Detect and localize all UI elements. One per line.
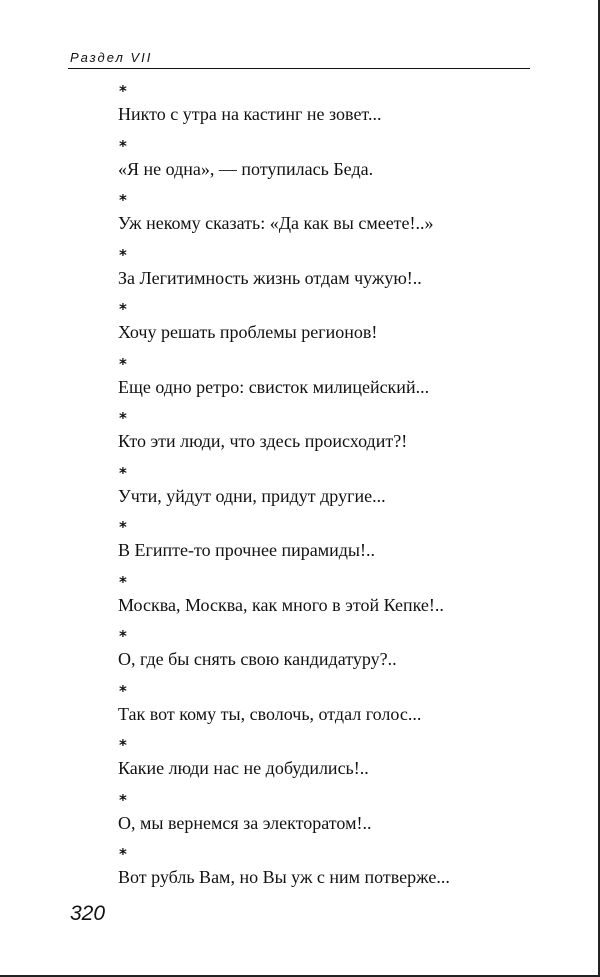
aphorism-text: Учти, уйдут одни, придут другие... (118, 485, 386, 506)
asterisk-separator: * (119, 245, 127, 264)
list-item (118, 629, 558, 684)
list-item (118, 354, 558, 412)
asterisk-separator: * (119, 681, 127, 700)
aphorism-text: Еще одно ретро: свисток милицейский... (118, 376, 430, 397)
asterisk-separator: * (119, 300, 127, 318)
asterisk-separator: * (119, 82, 127, 100)
asterisk-separator: * (119, 790, 127, 809)
asterisk-separator: * (119, 463, 127, 482)
asterisk-separator: * (119, 518, 127, 536)
aphorism-text: Уж некому сказать: «Да как вы смеете!..» (118, 213, 434, 233)
list-item (118, 411, 558, 466)
list-item (118, 847, 558, 902)
asterisk-separator: * (119, 736, 127, 754)
aphorism-text: Какие люди нас не добудились!.. (118, 758, 369, 778)
list-item (118, 790, 558, 848)
aphorism-text: Хочу решать проблемы регионов! (118, 322, 378, 342)
list-item (118, 302, 558, 357)
list-item (118, 193, 558, 248)
list-item (118, 520, 558, 575)
asterisk-separator: * (119, 409, 127, 427)
list-item (118, 463, 558, 521)
asterisk-separator: * (119, 572, 127, 591)
header-rule (68, 68, 530, 69)
page-number: 320 (70, 902, 106, 925)
asterisk-separator: * (119, 191, 127, 209)
list-item (118, 681, 558, 739)
list-item (118, 136, 558, 194)
list-item (118, 738, 558, 793)
asterisk-separator: * (119, 627, 127, 645)
aphorism-text: Кто эти люди, что здесь происходит?! (118, 431, 408, 451)
aphorism-text: В Египте-то прочнее пирамиды!.. (118, 540, 375, 560)
list-item (118, 572, 558, 630)
asterisk-separator: * (119, 136, 127, 155)
asterisk-separator: * (119, 354, 127, 373)
aphorism-list (118, 84, 558, 902)
list-item (118, 245, 558, 303)
aphorism-text: Никто с утра на кастинг не зовет... (118, 104, 382, 124)
aphorism-text: О, где бы снять свою кандидатуру?.. (118, 649, 397, 669)
aphorism-text: За Легитимность жизнь отдам чужую!.. (118, 267, 422, 288)
asterisk-separator: * (119, 845, 127, 863)
aphorism-text: О, мы вернемся за электоратом!.. (118, 812, 372, 833)
running-head-section: Раздел VII (70, 50, 153, 65)
aphorism-text: Так вот кому ты, сволочь, отдал голос... (118, 703, 422, 724)
aphorism-text: Москва, Москва, как много в этой Кепке!.. (118, 594, 444, 615)
aphorism-text: «Я не одна», — потупилась Беда. (118, 158, 374, 179)
aphorism-text: Вот рубль Вам, но Вы уж с ним потверже... (118, 867, 450, 887)
list-item (118, 84, 558, 139)
